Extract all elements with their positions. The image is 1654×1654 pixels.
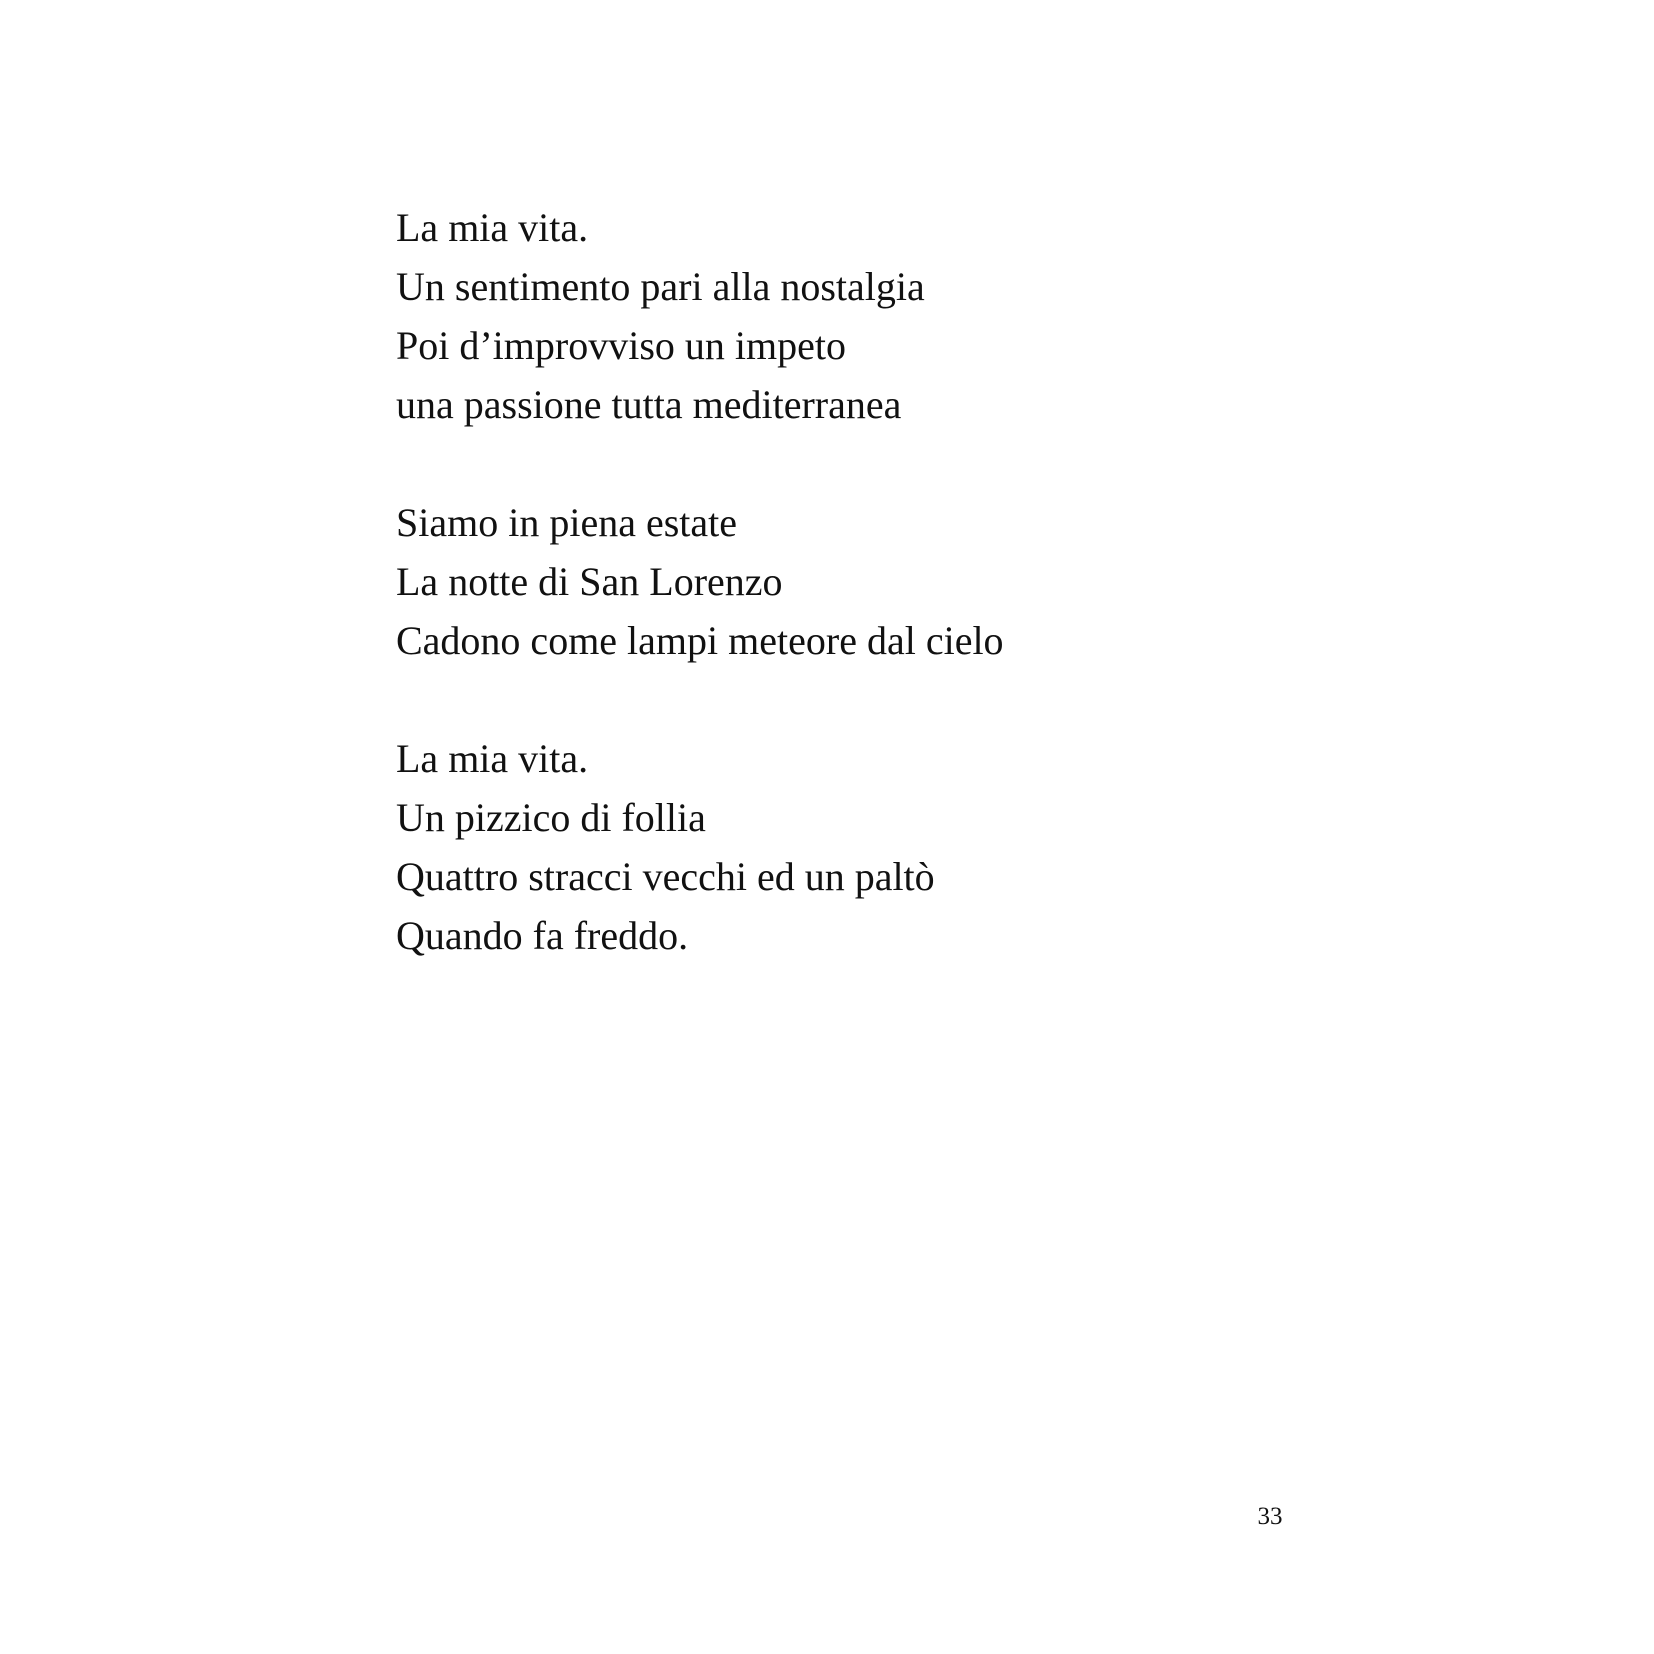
- poem-line: La notte di San Lorenzo: [396, 559, 783, 604]
- poem-line: La mia vita.: [396, 736, 589, 781]
- poem-line: Poi d’improvviso un impeto: [396, 323, 846, 368]
- poem-line: Siamo in piena estate: [396, 500, 738, 545]
- page-number: 33: [1257, 1503, 1283, 1530]
- poem-line: Quando fa freddo.: [396, 913, 689, 958]
- poem-line: Quattro stracci vecchi ed un paltò: [396, 854, 935, 899]
- poem-line: Cadono come lampi meteore dal cielo: [396, 618, 1004, 663]
- poem-line: una passione tutta mediterranea: [396, 382, 902, 427]
- stanza-2: [396, 493, 1296, 670]
- poem-line: Un sentimento pari alla nostalgia: [396, 264, 925, 309]
- poem-line: Un pizzico di follia: [396, 795, 706, 840]
- stanza-1: [396, 198, 1296, 434]
- poem: [396, 198, 1296, 1024]
- poem-line: La mia vita.: [396, 205, 589, 250]
- stanza-3: [396, 729, 1296, 965]
